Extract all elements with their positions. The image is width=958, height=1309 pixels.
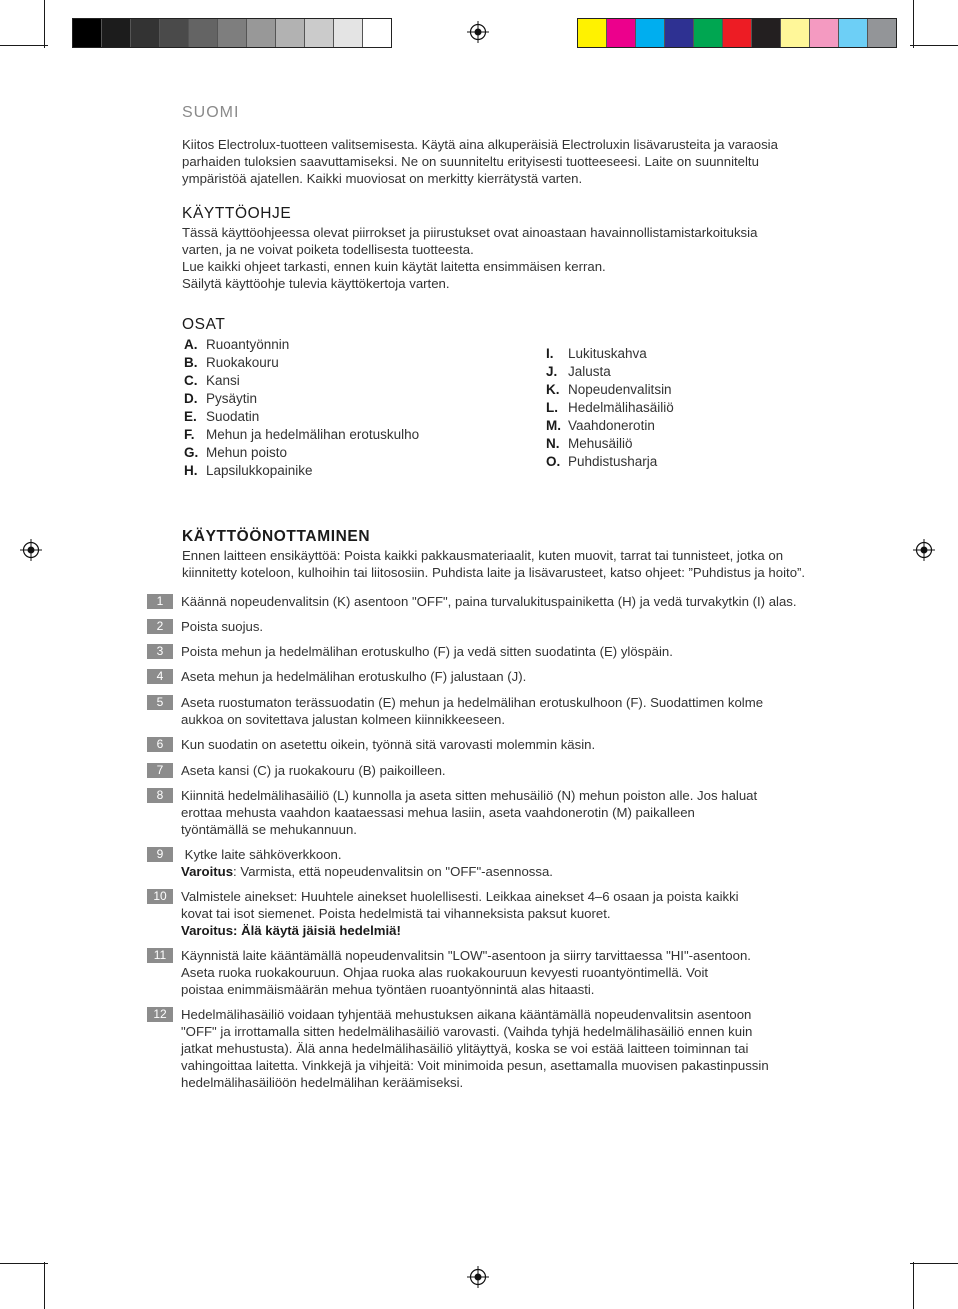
intro-line: Kiitos Electrolux-tuotteen valitsemisesta. Käytä aina alkuperäisiä Electroluxin lisävarusteita ja varaosia	[182, 137, 778, 152]
step-line: työntämällä se mehukannuun.	[181, 822, 357, 837]
step-line: Poista suojus.	[181, 619, 264, 634]
part-key: G.	[184, 445, 199, 460]
manual-line: Tässä käyttöohjeessa olevat piirrokset ja piirustukset ovat ainoastaan havainnollistamistarkoituksia	[182, 225, 758, 240]
manual-paragraph	[182, 224, 757, 292]
step	[147, 643, 927, 660]
step	[147, 668, 927, 685]
part-label: Ruoantyönnin	[206, 337, 290, 352]
step-line: Käynnistä laite kääntämällä nopeudenvalitsin "LOW"-asentoon ja siirry tarvittaessa "HI"-asentoon.	[181, 948, 751, 963]
crop-mark	[44, 0, 45, 48]
part-key: F.	[184, 427, 195, 442]
part-key: K.	[546, 382, 560, 397]
color-swatch	[810, 19, 839, 47]
step-text	[181, 668, 881, 685]
manual-heading: KÄYTTÖOHJE	[182, 205, 292, 222]
color-swatch	[665, 19, 694, 47]
part-item	[546, 453, 674, 471]
step	[147, 787, 927, 838]
step-line: hedelmälihasäiliöön hedelmälihan keräämiseksi.	[181, 1075, 464, 1090]
step-number: 9	[147, 847, 173, 862]
crop-mark	[913, 0, 914, 48]
color-swatch	[131, 19, 160, 47]
step-line: kovat tai isot siemenet. Poista hedelmistä tai vihanneksista paksut kuoret.	[181, 906, 611, 921]
color-swatch	[247, 19, 276, 47]
step-line: Kiinnitä hedelmälihasäiliö (L) kunnolla ja aseta sitten mehusäiliö (N) mehun poiston alle. Jos haluat	[181, 788, 758, 803]
registration-mark-icon	[20, 539, 42, 561]
step	[147, 888, 927, 939]
part-label: Kansi	[206, 373, 240, 388]
color-swatch	[160, 19, 189, 47]
color-swatch	[334, 19, 363, 47]
part-item	[546, 399, 674, 417]
step-line: Aseta ruoka ruokakouruun. Ohjaa ruoka alas ruokakouruun kevyesti ruoantyöntimellä. Voit	[181, 965, 709, 980]
part-label: Mehusäiliö	[568, 436, 633, 451]
part-item	[546, 345, 674, 363]
step-text	[181, 694, 881, 728]
part-item	[546, 363, 674, 381]
part-key: I.	[546, 346, 554, 361]
color-swatch	[694, 19, 723, 47]
part-label: Mehun poisto	[206, 445, 288, 460]
step-number: 12	[147, 1007, 173, 1022]
part-item	[184, 426, 419, 444]
manual-line: Lue kaikki ohjeet tarkasti, ennen kuin käytät laitetta ensimmäisen kerran.	[182, 259, 606, 274]
part-key: M.	[546, 418, 561, 433]
step-text	[181, 1006, 881, 1091]
step-text	[181, 593, 881, 610]
manual-line: varten, ja ne voivat poiketa todellisesta tuotteesta.	[182, 242, 474, 257]
step-text	[181, 762, 881, 779]
color-swatch	[636, 19, 665, 47]
warning-line	[181, 922, 881, 939]
parts-list-left	[184, 336, 419, 480]
part-label: Nopeudenvalitsin	[568, 382, 672, 397]
color-swatch	[189, 19, 218, 47]
language-heading: SUOMI	[182, 104, 240, 121]
parts-list-right	[546, 345, 674, 471]
step-line: Hedelmälihasäiliö voidaan tyhjentää mehustuksen aikana kääntämällä nopeudenvalitsin asentoon	[181, 1007, 752, 1022]
warning-text: : Varmista, että nopeudenvalitsin on "OFF"-asennossa.	[233, 864, 553, 879]
part-key: N.	[546, 436, 560, 451]
part-item	[184, 336, 419, 354]
step-line: Aseta ruostumaton terässuodatin (E) mehun ja hedelmälihan erotuskulhoon (F). Suodattimen kolme	[181, 695, 764, 710]
warning-label: Varoitus	[181, 864, 234, 879]
color-swatch	[781, 19, 810, 47]
step-line: vahingoittaa laitetta. Vinkkejä ja vihjeitä: Voit minimoida pesun, asettamalla muovisen pakastinpussin	[181, 1058, 769, 1073]
part-item	[184, 390, 419, 408]
step-text	[181, 643, 881, 660]
step-line: Käännä nopeudenvalitsin (K) asentoon "OFF", paina turvalukituspainiketta (H) ja vedä turvakytkin (I) alas.	[181, 594, 797, 609]
part-key: C.	[184, 373, 198, 388]
part-item	[184, 372, 419, 390]
step-number: 11	[147, 948, 173, 963]
crop-mark	[0, 1263, 48, 1264]
part-label: Lukituskahva	[568, 346, 647, 361]
color-swatch	[363, 19, 391, 47]
step-number: 4	[147, 669, 173, 684]
step-text	[181, 846, 881, 880]
part-label: Pysäytin	[206, 391, 258, 406]
part-item	[184, 354, 419, 372]
step-line: Kun suodatin on asetettu oikein, työnnä sitä varovasti molemmin käsin.	[181, 737, 596, 752]
color-swatch	[218, 19, 247, 47]
step	[147, 736, 927, 753]
crop-mark	[44, 1262, 45, 1309]
step-line: aukkoa on sovitettava jalustan kolmeen kiinnikkeeseen.	[181, 712, 506, 727]
manual-line: Säilytä käyttöohje tulevia käyttökertoja varten.	[182, 276, 450, 291]
step-number: 6	[147, 737, 173, 752]
color-swatch	[73, 19, 102, 47]
crop-mark	[910, 45, 958, 46]
part-label: Suodatin	[206, 409, 260, 424]
warning-line	[181, 863, 881, 880]
part-item	[546, 381, 674, 399]
step	[147, 846, 927, 880]
step-line: erottaa mehusta vaahdon kaataessasi mehua lasiin, aseta vaahdonerotin (M) paikalleen	[181, 805, 695, 820]
step-number: 5	[147, 695, 173, 710]
color-swatch	[607, 19, 636, 47]
step-text	[181, 618, 881, 635]
crop-mark	[910, 1263, 958, 1264]
step-number: 8	[147, 788, 173, 803]
part-item	[184, 444, 419, 462]
crop-mark	[913, 1262, 914, 1309]
part-item	[184, 408, 419, 426]
warning-label: Varoitus: Älä käytä jäisiä hedelmiä!	[181, 923, 401, 938]
part-key: B.	[184, 355, 198, 370]
crop-mark	[0, 45, 48, 46]
step-text	[181, 888, 881, 939]
part-key: J.	[546, 364, 558, 379]
part-item	[184, 462, 419, 480]
part-label: Lapsilukkopainike	[206, 463, 313, 478]
step-line: "OFF" ja irrottamalla sitten hedelmälihasäiliö varovasti. (Vaihda tyhjä hedelmälihasäiliö ennen kuin	[181, 1024, 753, 1039]
step-line: Poista mehun ja hedelmälihan erotuskulho (F) ja vedä sitten suodatinta (E) ylöspäin.	[181, 644, 673, 659]
setup-paragraph	[182, 547, 805, 581]
color-swatch	[276, 19, 305, 47]
step	[147, 694, 927, 728]
step-number: 3	[147, 644, 173, 659]
registration-mark-icon	[913, 539, 935, 561]
step-line: jatkat mehustusta). Älä anna hedelmälihasäiliö ylitäyttyä, koska se voi estää laitteen toiminnan tai	[181, 1041, 749, 1056]
color-swatch	[839, 19, 868, 47]
step-number: 7	[147, 763, 173, 778]
part-label: Vaahdonerotin	[568, 418, 655, 433]
part-key: A.	[184, 337, 198, 352]
color-swatch	[723, 19, 752, 47]
step-line: poistaa enimmäismäärän mehua työntäen ruoantyönnintä alas hitaasti.	[181, 982, 595, 997]
color-swatch	[102, 19, 131, 47]
part-label: Jalusta	[568, 364, 611, 379]
step-line: Valmistele ainekset: Huuhtele ainekset huolellisesti. Leikkaa ainekset 4–6 osaan ja poista kaikki	[181, 889, 739, 904]
step	[147, 947, 927, 998]
part-label: Ruokakouru	[206, 355, 279, 370]
color-swatch	[868, 19, 896, 47]
step-number: 10	[147, 889, 173, 904]
step-line: Aseta mehun ja hedelmälihan erotuskulho (F) jalustaan (J).	[181, 669, 527, 684]
part-key: D.	[184, 391, 198, 406]
part-label: Mehun ja hedelmälihan erotuskulho	[206, 427, 420, 442]
registration-mark-icon	[467, 1266, 489, 1288]
step-text	[181, 947, 881, 998]
step	[147, 618, 927, 635]
intro-line: ympäristöä ajatellen. Kaikki muoviosat on merkitty kierrätystä varten.	[182, 171, 583, 186]
part-key: L.	[546, 400, 558, 415]
intro-line: parhaiden tuloksien saavuttamiseksi. Ne on suunniteltu erityisesti tuotteeseesi. Laite on suunniteltu	[182, 154, 759, 169]
parts-heading: OSAT	[182, 316, 226, 333]
setup-heading: KÄYTTÖÖNOTTAMINEN	[182, 528, 371, 545]
step-text	[181, 787, 881, 838]
color-swatch	[305, 19, 334, 47]
step-text	[181, 736, 881, 753]
color-swatch	[752, 19, 781, 47]
step-line: Aseta kansi (C) ja ruokakouru (B) paikoilleen.	[181, 763, 446, 778]
color-swatch	[578, 19, 607, 47]
step-number: 2	[147, 619, 173, 634]
registration-mark-icon	[467, 21, 489, 43]
step	[147, 762, 927, 779]
part-item	[546, 435, 674, 453]
color-calibration-bar	[577, 18, 897, 48]
step-number: 1	[147, 594, 173, 609]
part-label: Puhdistusharja	[568, 454, 658, 469]
part-key: E.	[184, 409, 197, 424]
part-label: Hedelmälihasäiliö	[568, 400, 674, 415]
grayscale-calibration-bar	[72, 18, 392, 48]
setup-line: Ennen laitteen ensikäyttöä: Poista kaikki pakkausmateriaalit, kuten muovit, tarrat tai tunnisteet, jotka on	[182, 548, 784, 563]
part-key: H.	[184, 463, 198, 478]
step	[147, 593, 927, 610]
setup-line: kiinnitetty koteloon, kulhoihin tai liitososiin. Puhdista laite ja lisävarusteet, katso ohjeet: ”Puhdistus ja hoito”.	[182, 565, 806, 580]
part-item	[546, 417, 674, 435]
intro-paragraph	[182, 136, 778, 187]
step	[147, 1006, 927, 1091]
part-key: O.	[546, 454, 561, 469]
step-line: Kytke laite sähköverkkoon.	[181, 847, 342, 862]
